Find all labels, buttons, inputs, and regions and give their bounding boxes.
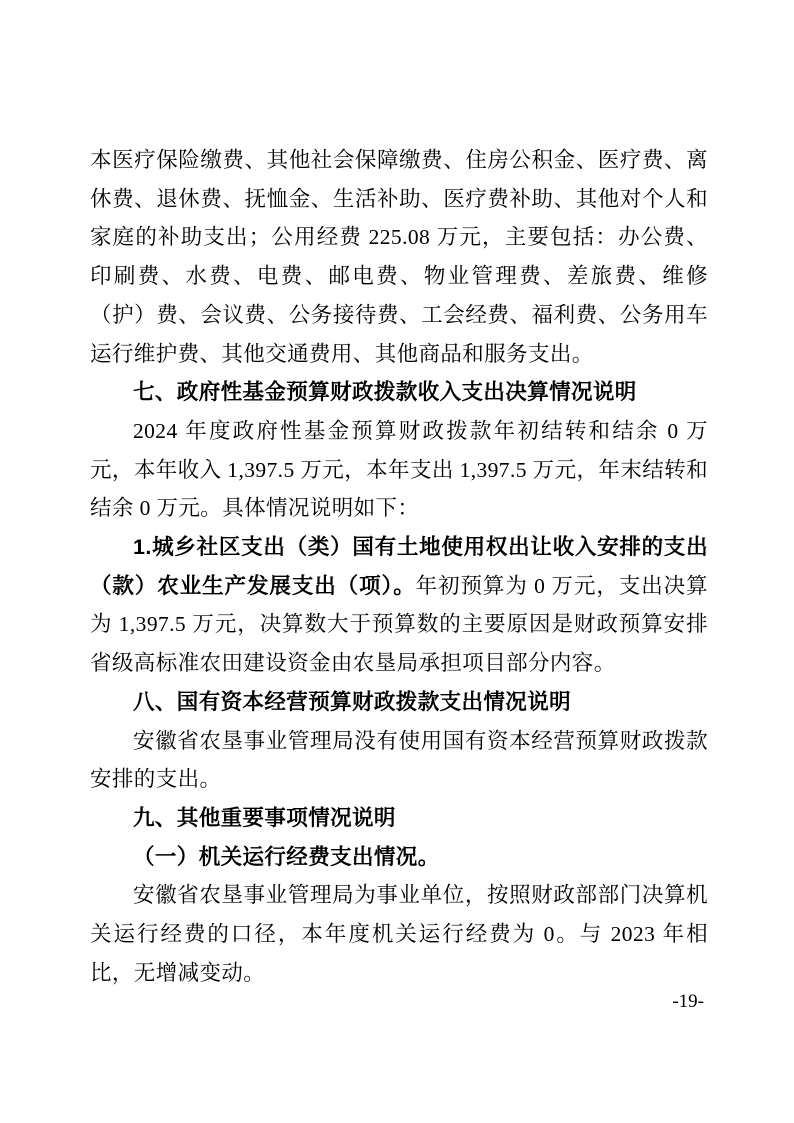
paragraph-section-8: 安徽省农垦事业管理局没有使用国有资本经营预算财政拨款安排的支出。	[90, 728, 708, 792]
paragraph-section-7-item-1-rest: 年初预算为 0 万元，支出决算为 1,397.5 万元，决算数大于预算数的主要原因是财政预算安排省级高标准农田建设资金由农垦局承担项目部分内容。	[90, 573, 708, 676]
text-block	[90, 141, 708, 992]
heading-section-7: 七、政府性基金预算财政拨款收入支出决算情况说明	[133, 380, 637, 405]
heading-section-9-sub-1: （一）机关运行经费支出情况。	[133, 844, 440, 869]
heading-section-9: 九、其他重要事项情况说明	[133, 805, 396, 830]
paragraph-public-expense-continuation: 本医疗保险缴费、其他社会保障缴费、住房公积金、医疗费、离休费、退休费、抚恤金、生活补助、医疗费补助、其他对个人和家庭的补助支出；公用经费 225.08 万元，主要包括：办公费、印刷费、水费、电费、邮电费、物业管理费、差旅费、维修（护）费、会议费、公务接待费、工会经费、福利费、公务用车运行维护费、其他交通费用、其他商品和服务支出。	[90, 148, 708, 366]
paragraph-section-7-item-1	[90, 528, 708, 683]
page-number: -19-	[672, 991, 704, 1012]
heading-section-8: 八、国有资本经营预算财政拨款支出情况说明	[133, 689, 572, 714]
paragraph-section-7-summary: 2024 年度政府性基金预算财政拨款年初结转和结余 0 万元，本年收入 1,397.5 万元，本年支出 1,397.5 万元，年末结转和结余 0 万元。具体情况说明如下：	[90, 418, 708, 521]
paragraph-section-9: 安徽省农垦事业管理局为事业单位，按照财政部部门决算机关运行经费的口径，本年度机关运行经费为 0。与 2023 年相比，无增减变动。	[90, 883, 708, 985]
paragraph-section-7-item-1-lead: 1.城乡社区支出（类）国有土地使用权出让收入安排的支出（款）农业生产发展支出（项）。	[90, 535, 708, 598]
